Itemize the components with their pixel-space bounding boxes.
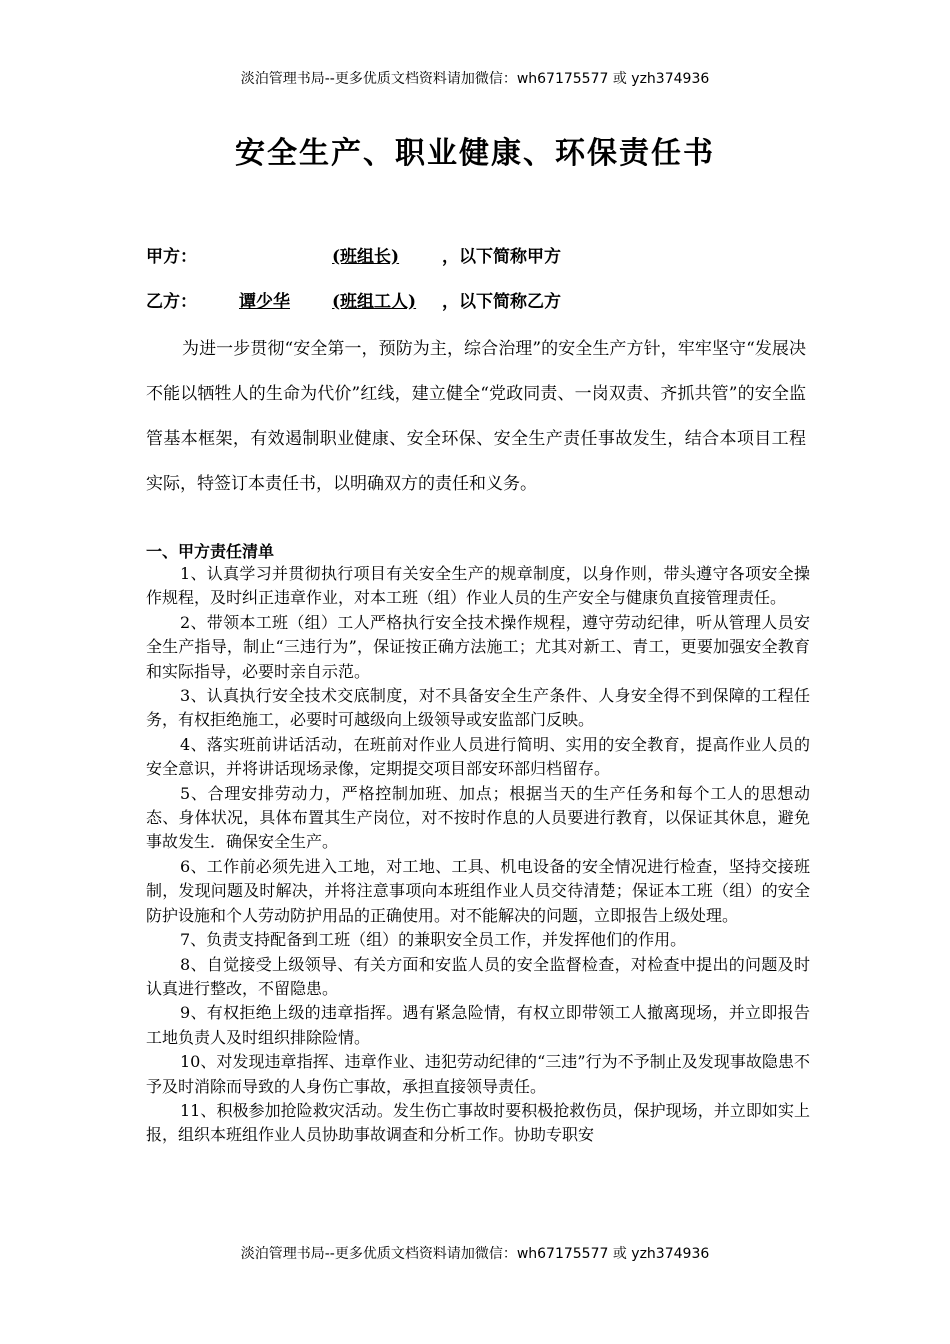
party-b-name: 谭少华 xyxy=(239,292,290,312)
responsibility-list xyxy=(146,562,810,1148)
party-a-label: 甲方： xyxy=(146,247,197,267)
list-item: 1、认真学习并贯彻执行项目有关安全生产的规章制度，以身作则，带头遵守各项安全操作规程，及时纠正违章作业，对本工班（组）作业人员的生产安全与健康负直接管理责任。 xyxy=(146,564,810,608)
page-header: 淡泊管理书局--更多优质文档资料请加微信：wh67175577 或 yzh374936 xyxy=(240,71,710,87)
list-item: 7、负责支持配备到工班（组）的兼职安全员工作，并发挥他们的作用。 xyxy=(180,930,687,950)
party-b-line xyxy=(146,287,561,312)
party-a-signature-field xyxy=(197,242,442,267)
list-item: 4、落实班前讲话活动，在班前对作业人员进行简明、实用的安全教育，提高作业人员的安全意识，并将讲话现场录像，定期提交项目部安环部归档留存。 xyxy=(146,734,810,779)
party-b-suffix: ，以下简称乙方 xyxy=(442,292,561,312)
party-a-suffix: ，以下简称甲方 xyxy=(442,247,561,267)
party-a-line xyxy=(146,242,561,267)
list-item: 8、自觉接受上级领导、有关方面和安监人员的安全监督检查，对检查中提出的问题及时认真进行整改，不留隐患。 xyxy=(146,954,810,998)
list-item: 10、对发现违章指挥、违章作业、违犯劳动纪律的“三违”行为不予制止及发现事故隐患不予及时消除而导致的人身伤亡事故，承担直接领导责任。 xyxy=(146,1052,810,1096)
intro-paragraph: 为进一步贯彻“安全第一，预防为主，综合治理”的安全生产方针，牢牢坚守“发展决不能以牺牲人的生命为代价”红线，建立健全“党政同责、一岗双责、齐抓共管”的安全监管基本框架，有效遏制职业健康、安全环保、安全生产责任事故发生，结合本项目工程实际，特签订本责任书，以明确双方的责任和义务。 xyxy=(146,339,806,494)
list-item: 9、有权拒绝上级的违章指挥。遇有紧急险情，有权立即带领工人撤离现场，并立即报告工地负责人及时组织排除险情。 xyxy=(146,1003,810,1047)
party-b-label: 乙方： xyxy=(146,292,197,312)
list-item: 5、合理安排劳动力，严格控制加班、加点；根据当天的生产任务和每个工人的思想动态、身体状况，具体布置其生产岗位，对不按时作息的人员要进行教育，以保证其休息，避免事故发生．确保安全生产。 xyxy=(146,783,810,852)
document-title: 安全生产、职业健康、环保责任书 xyxy=(235,136,715,171)
list-item: 3、认真执行安全技术交底制度，对不具备安全生产条件、人身安全得不到保障的工程任务，有权拒绝施工，必要时可越级向上级领导或安监部门反映。 xyxy=(146,686,810,730)
list-item: 6、工作前必须先进入工地，对工地、工具、机电设备的安全情况进行检查，坚持交接班制，发现问题及时解决，并将注意事项向本班组作业人员交待清楚；保证本工班（组）的安全防护设施和个人劳动防护用品的正确使用。对不能解决的问题，立即报告上级处理。 xyxy=(146,856,810,925)
party-b-signature-field xyxy=(197,287,442,312)
list-item: 11、积极参加抢险救灾活动。发生伤亡事故时要积极抢救伤员，保护现场，并立即如实上报，组织本班组作业人员协助事故调查和分析工作。协助专职安 xyxy=(146,1100,810,1145)
party-b-role: (班组工人) xyxy=(332,292,417,312)
section-heading: 一、甲方责任清单 xyxy=(146,542,275,561)
list-item: 2、带领本工班（组）工人严格执行安全技术操作规程，遵守劳动纪律，听从管理人员安全生产指导，制止“三违行为”，保证按正确方法施工；尤其对新工、青工，更要加强安全教育和实际指导，必要时亲自示范。 xyxy=(146,612,810,681)
page-footer: 淡泊管理书局--更多优质文档资料请加微信：wh67175577 或 yzh374936 xyxy=(240,1246,710,1262)
party-a-role: (班组长) xyxy=(332,247,400,267)
